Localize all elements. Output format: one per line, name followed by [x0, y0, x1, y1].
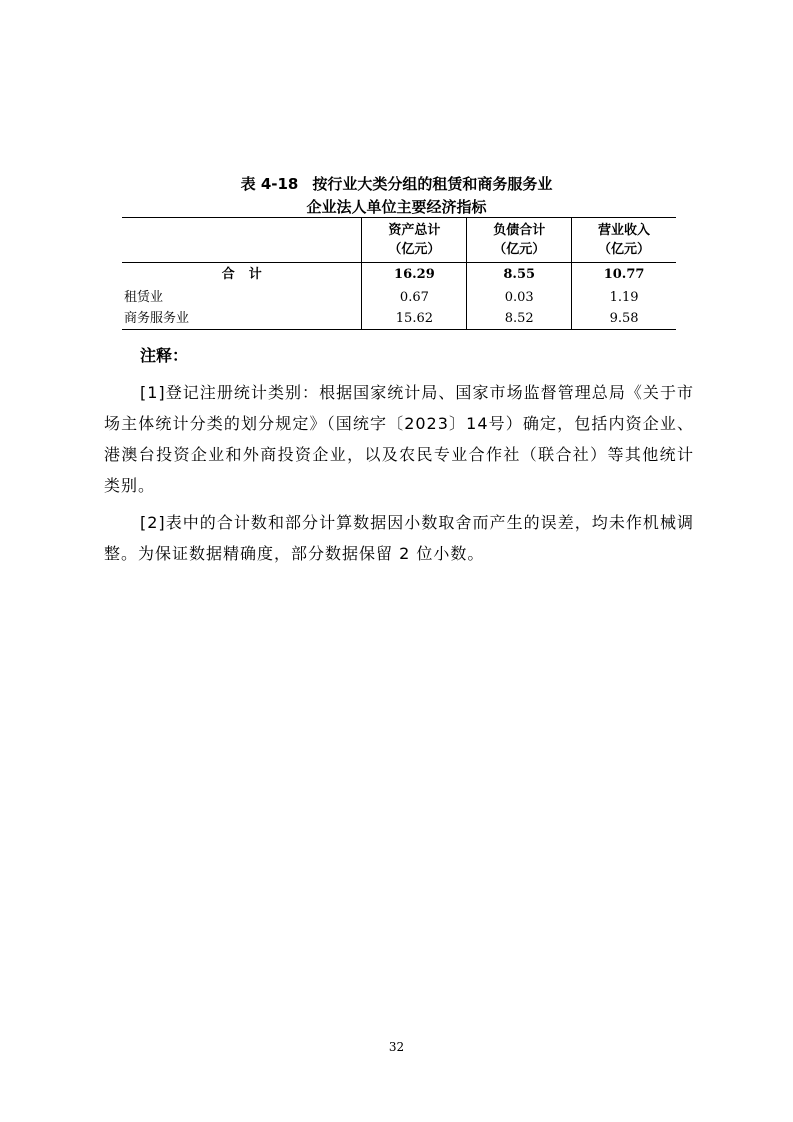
row-label: 租赁业 [122, 287, 362, 308]
table-row [122, 287, 676, 308]
note-item: [2]表中的合计数和部分计算数据因小数取舍而产生的误差，均未作机械调整。为保证数据精确度，部分数据保留 2 位小数。 [104, 513, 694, 563]
header-blank-cell [122, 218, 362, 263]
cell-assets: 16.29 [362, 263, 467, 288]
cell-revenue: 1.19 [609, 290, 639, 305]
table-row-total [122, 263, 676, 288]
table-header-row [122, 218, 676, 263]
header-liabilities-unit: （亿元） [493, 242, 546, 257]
data-table [122, 217, 676, 330]
cell-revenue: 9.58 [572, 308, 676, 330]
cell-liabilities: 8.52 [467, 308, 572, 330]
header-liabilities [467, 218, 572, 263]
cell-liabilities: 0.03 [467, 287, 572, 308]
header-assets-unit: （亿元） [388, 242, 441, 257]
table-subtitle: 企业法人单位主要经济指标 [306, 198, 487, 216]
header-assets-name: 资产总计 [388, 223, 441, 238]
cell-assets: 15.62 [362, 308, 467, 330]
table-title [0, 173, 793, 195]
notes-section [104, 340, 694, 569]
table-row [122, 308, 676, 330]
row-label: 商务服务业 [122, 308, 362, 330]
table-number: 表 4-18 [240, 175, 299, 193]
note-item: [1]登记注册统计类别：根据国家统计局、国家市场监督管理总局《关于市场主体统计分类的划分规定》（国统字〔2023〕14号）确定，包括内资企业、港澳台投资企业和外商投资企业，以及农民专业合作社（联合社）等其他统计类别。 [104, 383, 694, 495]
row-label: 合计 [122, 263, 362, 288]
cell-assets: 0.67 [362, 287, 467, 308]
cell-liabilities: 8.55 [467, 263, 572, 288]
table-title-line1: 按行业大类分组的租赁和商务服务业 [312, 175, 553, 193]
header-liabilities-name: 负债合计 [493, 223, 546, 238]
header-revenue [572, 218, 676, 263]
cell-revenue: 10.77 [603, 267, 645, 282]
header-revenue-unit: （亿元） [598, 242, 651, 257]
header-revenue-name: 营业收入 [598, 223, 651, 238]
header-assets [362, 218, 467, 263]
page-number: 32 [388, 1040, 405, 1054]
notes-title: 注释： [140, 346, 189, 365]
